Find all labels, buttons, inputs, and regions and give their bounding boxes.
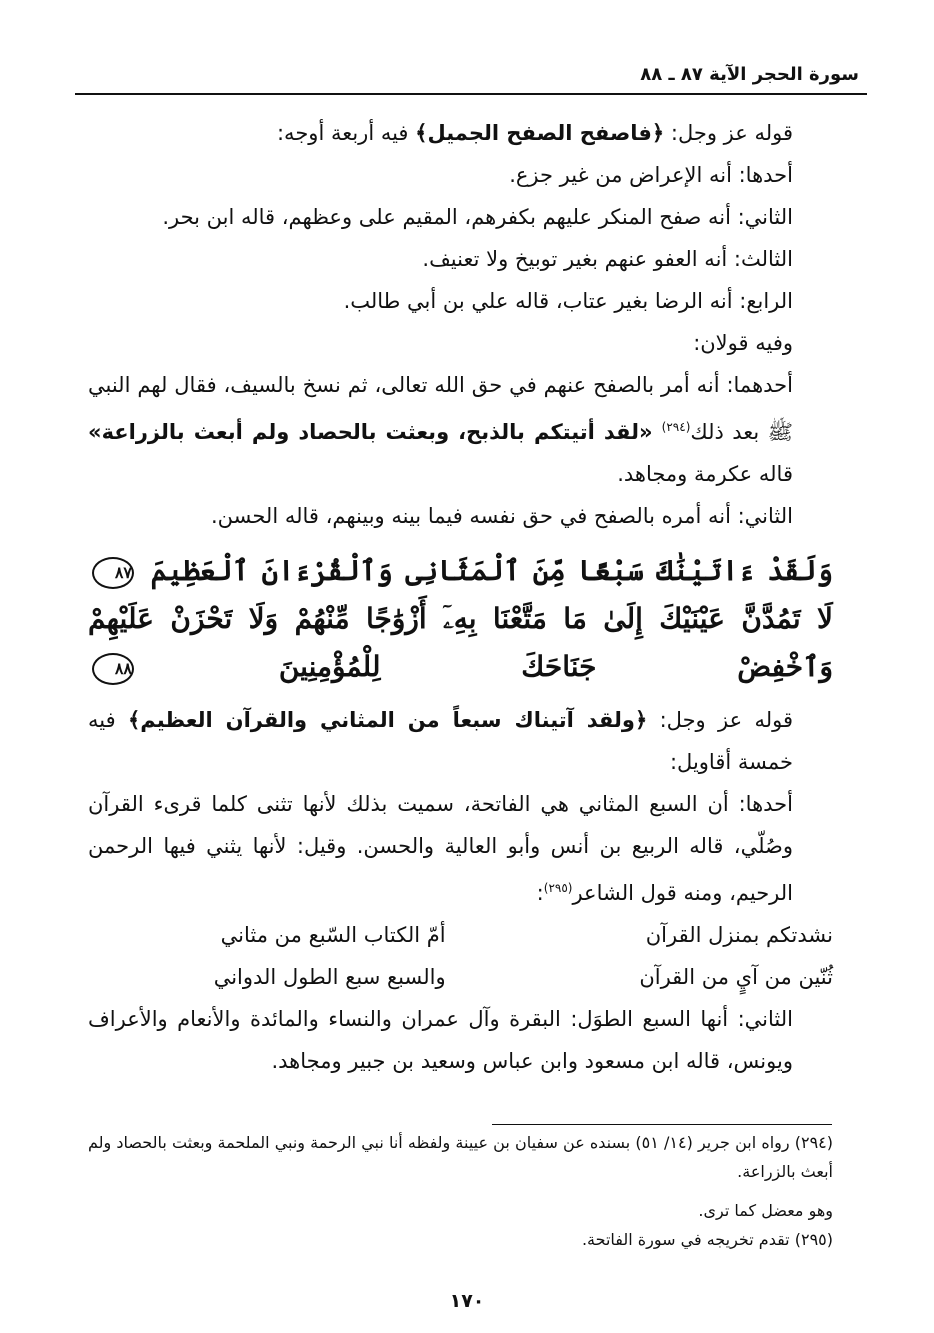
footnote: (٢٩٤) رواه ابن جرير (١٤/ ٥١) بسنده عن سفيان بن عيينة ولفظه أنا نبي الرحمة ونبي الملحمة وبعثت بالحصاد ولم أبعث بالزراعة. xyxy=(88,1133,834,1181)
footnote-rule xyxy=(492,1124,832,1125)
text: قاله عكرمة ومجاهد. xyxy=(617,462,793,486)
running-head: سورة الحجر الآية ۸۷ ـ ۸۸ xyxy=(640,64,859,85)
poem-line xyxy=(88,956,833,998)
paragraph: الثاني: أنها السبع الطوَل: البقرة وآل عمران والنساء والمائدة والأنعام والأعراف ويونس، قاله ابن مسعود وابن عباس وسعيد بن جبير ومجاهد. xyxy=(88,1007,793,1073)
verse-text: لَا تَمُدَّنَّ عَيْنَيْكَ إِلَىٰ مَا مَتَّعْنَا بِهِۦٓ أَزْوَٰجًا مِّنْهُمْ وَلَا تَحْزَنْ عَلَيْهِمْ وَٱخْفِضْ جَنَاحَكَ لِلْمُؤْمِنِينَ xyxy=(88,602,833,683)
text: فيه أربعة أوجه: xyxy=(276,121,416,145)
paragraph: وفيه قولان: xyxy=(693,331,793,355)
poem-hemistich: أمّ الكتاب السّبع من مثاني xyxy=(220,923,446,947)
paragraph: الرابع: أنه الرضا بغير عتاب، قاله علي بن أبي طالب. xyxy=(343,289,793,313)
text: أحدهما: أنه أمر بالصفح عنهم في حق الله تعالى، ثم نسخ بالسيف، فقال لهم النبي ﷺ بعد ذلك xyxy=(88,373,793,444)
paragraph: الثالث: أنه العفو عنهم بغير توبيخ ولا تعنيف. xyxy=(422,247,793,271)
text: : xyxy=(536,881,544,905)
main-text xyxy=(88,112,833,1082)
poem-hemistich: والسبع سبع الطول الدواني xyxy=(213,965,446,989)
poem-hemistich: نشدتكم بمنزل القرآن xyxy=(645,923,833,947)
footnote-ref: (٢٩٤) xyxy=(661,420,691,434)
paragraph xyxy=(88,699,833,783)
verse-number-marker: ٨٧ xyxy=(92,557,134,589)
footnotes xyxy=(88,1128,833,1254)
text: أحدها: أن السبع المثاني هي الفاتحة، سميت بذلك لأنها تثنى كلما قرىء القرآن وصُلّي، قاله الربيع بن أنس وأبو العالية والحسن. وقيل: لأنها يثني فيها الرحمن الرحيم، ومنه قول الشاعر xyxy=(88,792,793,905)
text: قوله عز وجل: xyxy=(664,121,793,145)
paragraph: الثاني: أنه صفح المنكر عليهم بكفرهم، المقيم على وعظهم، قاله ابن بحر. xyxy=(162,205,793,229)
poem-line xyxy=(88,914,833,956)
footnote: وهو معضل كما ترى. xyxy=(698,1201,833,1220)
text: فيه خمسة أقاويل: xyxy=(88,708,793,774)
verse-number-marker: ٨٨ xyxy=(92,653,134,685)
poem-hemistich: ثُنّين من آيٍ من القرآن xyxy=(639,965,833,989)
paragraph xyxy=(88,364,833,495)
verse-text: وَلَقَدْ ءَاتَيْنَٰكَ سَبْعًا مِّنَ ٱلْمَثَانِى وَٱلْقُرْءَانَ ٱلْعَظِيمَ xyxy=(150,554,833,587)
quran-quote: ﴿ولقد آتيناك سبعاً من المثاني والقرآن العظيم﴾ xyxy=(127,708,648,732)
paragraph: الثاني: أنه أمره بالصفح في حق نفسه فيما بينه وبينهم، قاله الحسن. xyxy=(210,504,793,528)
footnote-ref: (٢٩٥) xyxy=(543,881,573,895)
hadith-quote: «لقد أتيتكم بالذبح، وبعثت بالحصاد ولم أبعث بالزراعة» xyxy=(88,420,662,444)
footnote: (٢٩٥) تقدم تخريجه في سورة الفاتحة. xyxy=(581,1230,833,1249)
header-rule xyxy=(75,93,867,95)
paragraph: أحدها: أنه الإعراض من غير جزع. xyxy=(509,163,793,187)
paragraph xyxy=(88,783,833,914)
quran-verse-block xyxy=(88,547,833,691)
paragraph xyxy=(88,112,833,154)
page-number: ١٧٠ xyxy=(449,1290,485,1312)
text: قوله عز وجل: xyxy=(647,708,793,732)
quran-quote: ﴿فاصفح الصفح الجميل﴾ xyxy=(415,121,665,145)
